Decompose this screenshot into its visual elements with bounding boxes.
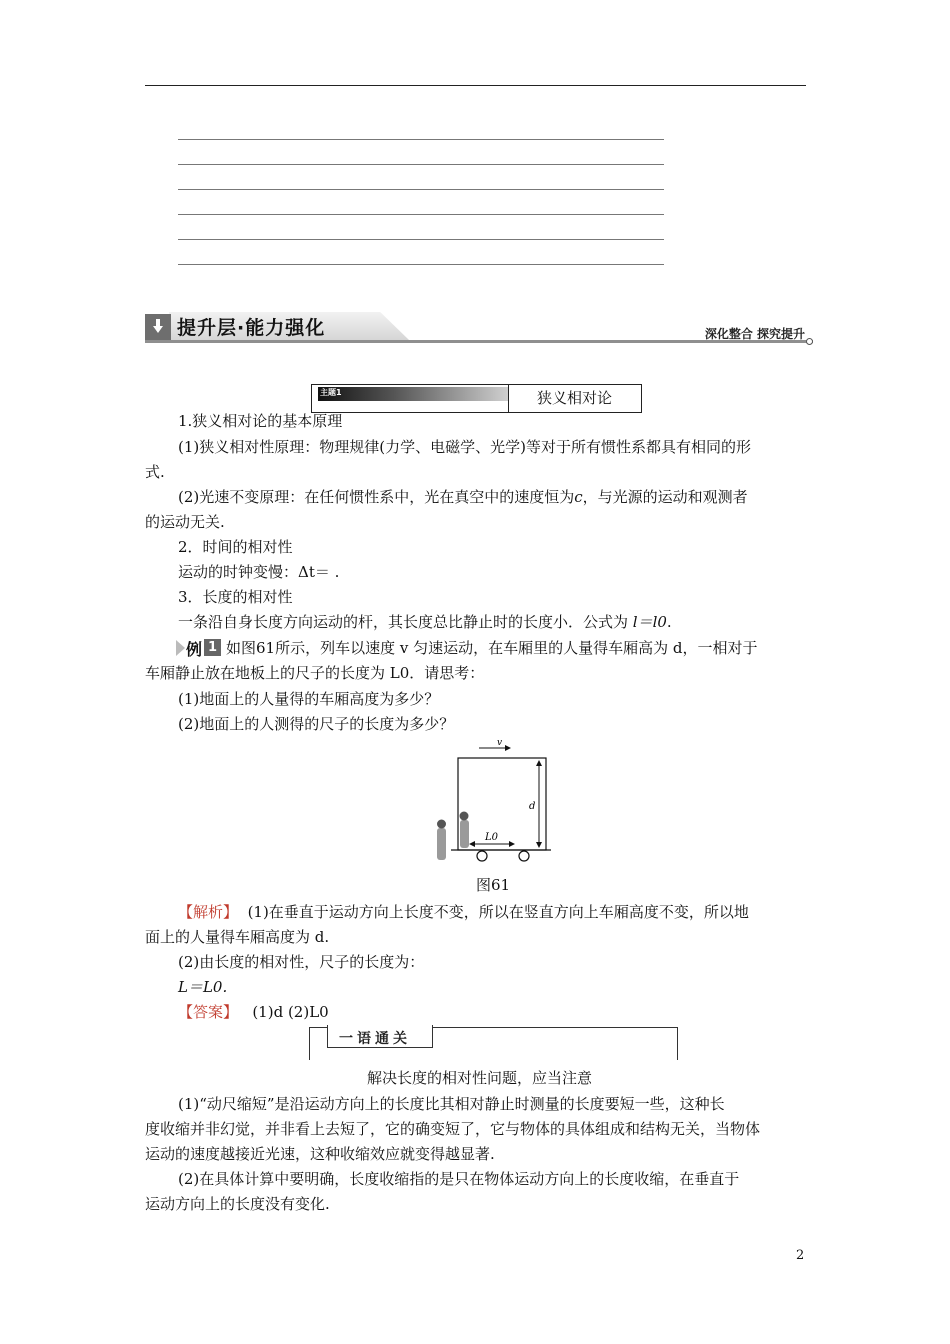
arrowhead-icon (536, 760, 542, 766)
paragraph-line: L＝L0. (178, 978, 228, 996)
paragraph-line: 运动的时钟变慢：Δt＝ . (178, 563, 340, 581)
figure-label-v: v (497, 738, 503, 748)
arrowhead-icon (469, 841, 475, 847)
summary-title: 解决长度的相对性问题，应当注意 (367, 1069, 593, 1087)
paragraph-line: 如图61所示，列车以速度 v 匀速运动，在车厢里的人量得车厢高为 d，一相对于 (226, 639, 758, 657)
text-run: (2)光速不变原理：在任何惯性系中，光在真空中的速度恒为 (178, 488, 575, 506)
example-number: 1 (204, 639, 221, 656)
paragraph-line (178, 1001, 329, 1023)
answer-text: (1)d (2)L0 (252, 1003, 329, 1021)
example-label: 例 (186, 640, 203, 659)
banner-dot-icon (806, 338, 813, 345)
question-1: (1)地面上的人量得的车厢高度为多少？ (178, 690, 440, 708)
banner-subtitle: 深化整合 探究提升 (704, 327, 805, 341)
paragraph-line: 的运动无关. (145, 513, 225, 531)
section-banner (145, 312, 813, 346)
paragraph-line: (1)“动尺缩短”是沿运动方向上的长度比其相对静止时测量的长度要短一些，这种长 (178, 1095, 725, 1113)
banner-title: 提升层·能力强化 (177, 317, 326, 339)
topic-tag: 主题1 (320, 388, 342, 397)
topic-tag-bar (318, 387, 508, 401)
down-arrow-icon (145, 314, 171, 340)
person-inside-icon (460, 812, 470, 849)
formula: l＝l0 (632, 613, 667, 631)
person-ground-icon (437, 820, 446, 861)
header-rule (145, 85, 806, 86)
paragraph-line: 运动的速度越接近光速，这种收缩效应就变得越显著. (145, 1145, 495, 1163)
analysis-tag: 【解析】 (178, 903, 239, 921)
summary-box (309, 1027, 676, 1059)
paragraph-line (178, 486, 748, 508)
text-run: (1)在垂直于运动方向上长度不变，所以在竖直方向上车厢高度不变，所以地 (247, 903, 749, 921)
figure-label-d: d (529, 801, 536, 812)
paragraph-line: 式. (145, 463, 165, 481)
paragraph-line: 面上的人量得车厢高度为 d. (145, 928, 330, 946)
paragraph-line: (2)由长度的相对性，尺子的长度为： (178, 953, 425, 971)
blank-line (178, 189, 664, 190)
arrowhead-icon (509, 841, 515, 847)
text-run: ，与光源的运动和观测者 (582, 488, 748, 506)
blank-line (178, 264, 664, 265)
topic-title: 狭义相对论 (536, 389, 612, 407)
section1-heading: 1.狭义相对论的基本原理 (178, 412, 343, 430)
blank-line (178, 164, 664, 165)
figure-label-l0: L0 (485, 832, 499, 843)
section3-heading: 3．长度的相对性 (178, 588, 293, 606)
text-run: 一条沿自身长度方向运动的杆，其长度总比静止时的长度小．公式为 (178, 613, 633, 631)
text-run: . (666, 613, 672, 631)
question-2: (2)地面上的人测得的尺子的长度为多少？ (178, 715, 455, 733)
blank-line (178, 139, 664, 140)
arrowhead-icon (536, 842, 542, 848)
answer-tag: 【答案】 (178, 1003, 239, 1021)
paragraph-line (178, 901, 749, 923)
paragraph-line (178, 611, 672, 633)
paragraph-line: 运动方向上的长度没有变化. (145, 1195, 330, 1213)
paragraph-line: 度收缩并非幻觉，并非看上去短了，它的确变短了，它与物体的具体组成和结构无关，当物体 (145, 1120, 761, 1138)
blank-line (178, 214, 664, 215)
page-number: 2 (796, 1248, 805, 1263)
wheel (519, 851, 529, 861)
paragraph-line: 车厢静止放在地板上的尺子的长度为 L0．请思考： (145, 664, 485, 682)
arrowhead-icon (505, 745, 511, 751)
summary-label: 一语通关 (339, 1031, 411, 1047)
wheel (477, 851, 487, 861)
blank-line (178, 239, 664, 240)
paragraph-line: (1)狭义相对性原理：物理规律(力学、电磁学、光学)等对于所有惯性系都具有相同的形 (178, 438, 751, 456)
topic-box (311, 384, 642, 413)
triangle-icon (176, 640, 185, 656)
figure-caption: 图61 (476, 876, 511, 894)
example-marker (176, 637, 222, 659)
train-car-figure (427, 736, 557, 866)
section2-heading: 2．时间的相对性 (178, 538, 293, 556)
symbol-c: c (574, 488, 583, 506)
paragraph-line: (2)在具体计算中要明确，长度收缩指的是只在物体运动方向上的长度收缩，在垂直于 (178, 1170, 740, 1188)
